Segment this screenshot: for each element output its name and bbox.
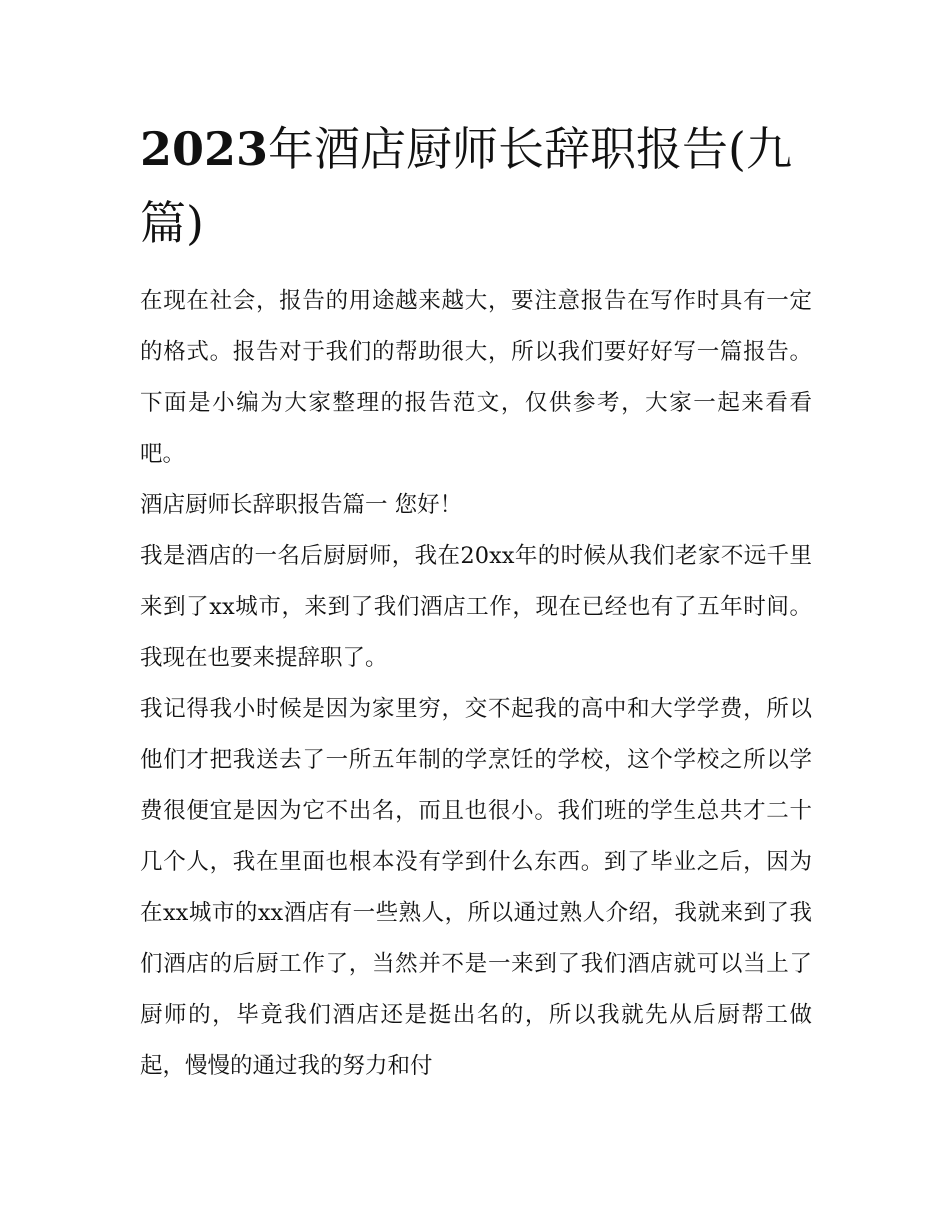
- title-text: 年酒店厨师长辞职报告(九篇): [140, 122, 792, 250]
- section-heading-paragraph: 酒店厨师长辞职报告篇一 您好！: [140, 492, 463, 518]
- document-title: [140, 112, 820, 260]
- body-paragraph: 我是酒店的一名后厨厨师，我在20xx年的时候从我们老家不远千里来到了xx城市，来到了我们酒店工作，现在已经也有了五年时间。我现在也要来提辞职了。: [140, 543, 812, 671]
- intro-paragraph: 在现在社会，报告的用途越来越大，要注意报告在写作时具有一定的格式。报告对于我们的帮助很大，所以我们要好好写一篇报告。下面是小编为大家整理的报告范文，仅供参考，大家一起来看看吧。: [140, 288, 812, 467]
- document-body: [140, 276, 812, 1092]
- title-year: 2023: [140, 122, 269, 176]
- body-paragraph: 我记得我小时候是因为家里穷，交不起我的高中和大学学费，所以他们才把我送去了一所五年制的学烹饪的学校，这个学校之所以学费很便宜是因为它不出名，而且也很小。我们班的学生总共才二十几个人，我在里面也根本没有学到什么东西。到了毕业之后，因为在xx城市的xx酒店有一些熟人，所以通过熟人介绍，我就来到了我们酒店的后厨工作了，当然并不是一来到了我们酒店就可以当上了厨师的，毕竟我们酒店还是挺出名的，所以我就先从后厨帮工做起，慢慢的通过我的努力和付: [140, 696, 812, 1079]
